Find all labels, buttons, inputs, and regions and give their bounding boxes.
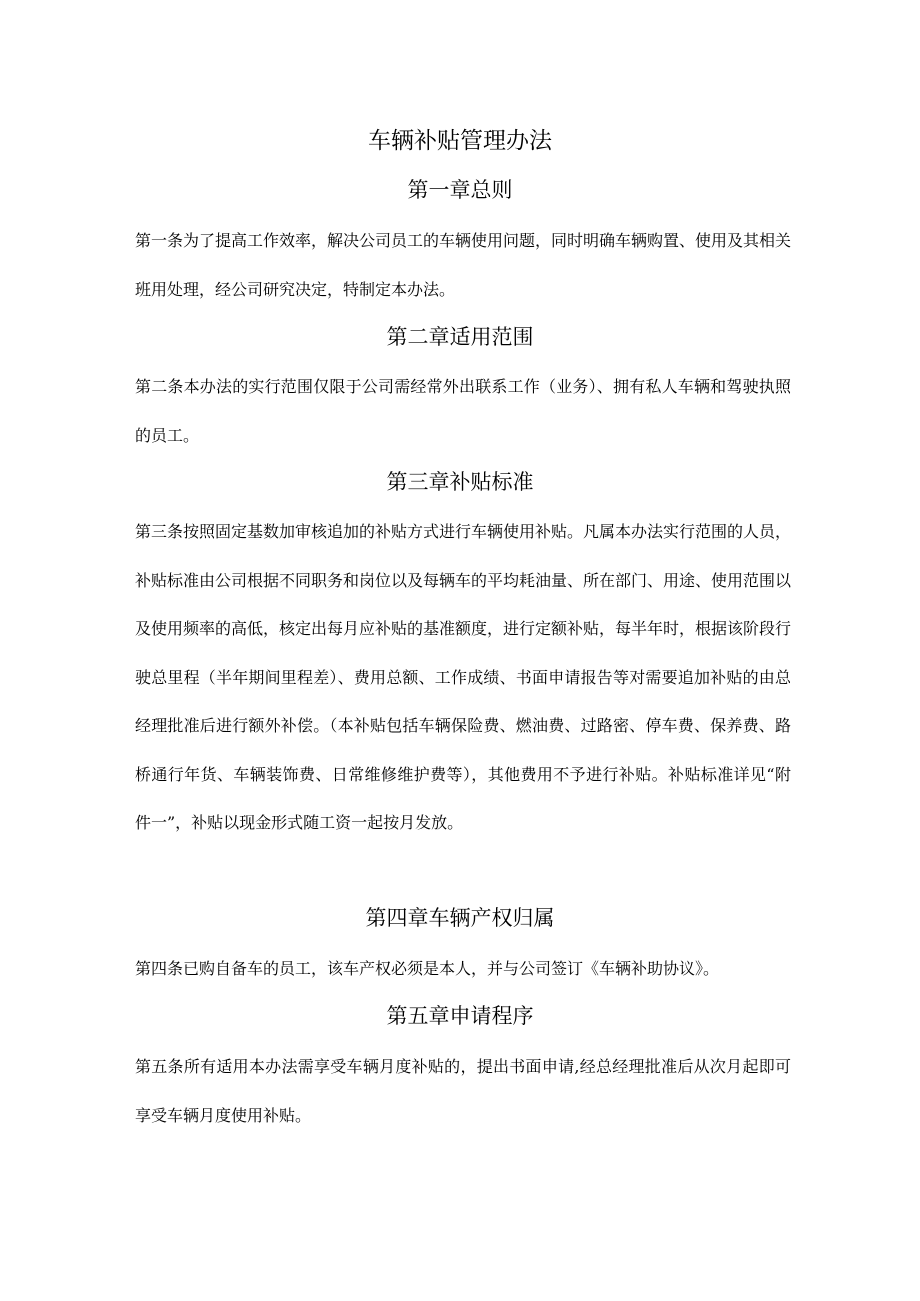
article-5: 第五条所有适用本办法需享受车辆月度补贴的，提出书面申请,经总经理批准后从次月起即可享受车辆月度使用补贴。 — [135, 1057, 791, 1125]
chapter-1-heading: 第一章总则 — [407, 178, 513, 202]
chapter-2-heading: 第二章适用范围 — [386, 325, 534, 349]
chapter-5-heading: 第五章申请程序 — [386, 1004, 534, 1028]
article-1: 第一条为了提高工作效率，解决公司员工的车辆使用问题，同时明确车辆购置、使用及其相关班用处理，经公司研究决定，特制定本办法。 — [135, 231, 792, 299]
article-3: 第三条按照固定基数加审核追加的补贴方式进行车辆使用补贴。凡属本办法实行范围的人员，补贴标准由公司根据不同职务和岗位以及每辆车的平均耗油量、所在部门、用途、使用范围以及使用频率的高低，核定出每月应补贴的基准额度，进行定额补贴，每半年时，根据该阶段行驶总里程（半年期间里程差）、费用总额、工作成绩、书面申请报告等对需要追加补贴的由总经理批准后进行额外补偿。（本补贴包括车辆保险费、燃油费、过路密、停车费、保养费、路桥通行年货、车辆装饰费、日常维修维护费等），其他费用不予进行补贴。补贴标准详见“附件一”，补贴以现金形式随工资一起按月发放。 — [135, 522, 792, 832]
article-4: 第四条已购自备车的员工，该车产权必须是本人，并与公司签订《车辆补助协议》。 — [135, 959, 720, 978]
article-2: 第二条本办法的实行范围仅限于公司需经常外出联系工作（业务）、拥有私人车辆和驾驶执照的员工。 — [135, 377, 791, 445]
chapter-4-heading: 第四章车辆产权归属 — [365, 906, 555, 930]
chapter-3-heading: 第三章补贴标准 — [386, 470, 534, 494]
document-title: 车辆补贴管理办法 — [368, 128, 552, 154]
